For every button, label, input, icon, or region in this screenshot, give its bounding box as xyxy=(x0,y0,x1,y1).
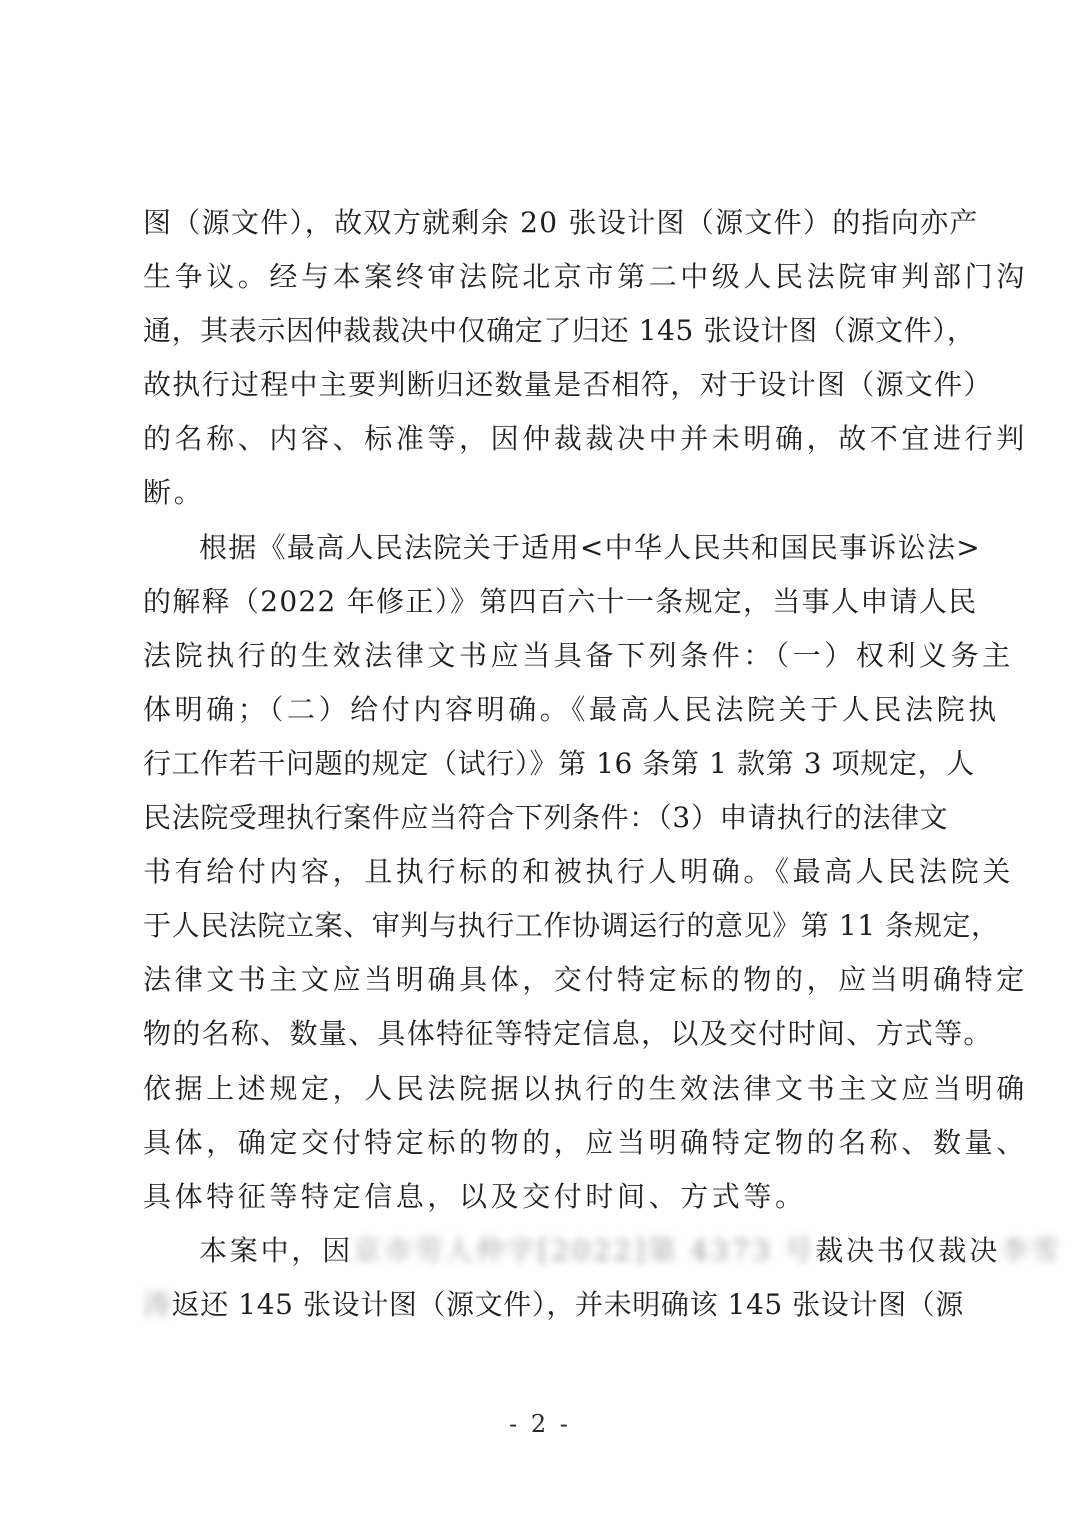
text-line: 物的名称、数量、具体特征等特定信息，以及交付时间、方式等。 xyxy=(143,1017,993,1051)
redacted-text: 京市劳人仲字[2022]第 4373 号 xyxy=(353,1233,816,1267)
text-line: 体明确；（二）给付内容明确。《最高人民法院关于人民法院执 xyxy=(143,692,1000,726)
text-fragment: 裁决书仅裁决 xyxy=(815,1233,1000,1267)
text-line: 断。 xyxy=(143,476,205,510)
text-line-with-redaction xyxy=(143,1278,964,1332)
redacted-text: 涛 xyxy=(143,1287,172,1321)
text-line-with-redaction xyxy=(143,1224,1062,1278)
page-number: - 2 - xyxy=(509,1410,571,1438)
text-fragment: 本案中，因 xyxy=(199,1233,354,1267)
document-body xyxy=(143,196,1062,1332)
redacted-text: 李雪 xyxy=(1000,1233,1062,1267)
text-line: 具体特征等特定信息，以及交付时间、方式等。 xyxy=(143,1179,807,1213)
text-fragment: 返还 145 张设计图（源文件），并未明确该 145 张设计图（源 xyxy=(171,1287,964,1321)
text-line: 通，其表示因仲裁裁决中仅确定了归还 145 张设计图（源文件）， xyxy=(143,314,976,348)
text-line: 民法院受理执行案件应当符合下列条件：（3）申请执行的法律文 xyxy=(143,801,949,835)
text-line: 根据《最高人民法院关于适用<中华人民共和国民事诉讼法> xyxy=(199,530,982,564)
text-line: 具体，确定交付特定标的物的，应当明确特定物的名称、数量、 xyxy=(143,1125,1028,1159)
text-line: 故执行过程中主要判断归还数量是否相符，对于设计图（源文件） xyxy=(143,368,993,402)
text-line: 的名称、内容、标准等，因仲裁裁决中并未明确，故不宜进行判 xyxy=(143,422,1028,456)
text-line: 的解释（2022 年修正）》第四百六十一条规定，当事人申请人民 xyxy=(143,584,978,618)
text-line: 于人民法院立案、审判与执行工作协调运行的意见》第 11 条规定， xyxy=(143,909,1000,943)
text-line: 法律文书主文应当明确具体，交付特定标的物的，应当明确特定 xyxy=(143,963,1028,997)
text-line: 书有给付内容，且执行标的和被执行人明确。《最高人民法院关 xyxy=(143,855,1014,889)
text-line: 图（源文件），故双方就剩余 20 张设计图（源文件）的指向亦产 xyxy=(143,206,979,239)
text-line: 依据上述规定，人民法院据以执行的生效法律文书主文应当明确 xyxy=(143,1071,1028,1105)
text-line: 法院执行的生效法律文书应当具备下列条件：（一）权利义务主 xyxy=(143,638,1014,672)
text-line: 行工作若干问题的规定（试行）》第 16 条第 1 款第 3 项规定，人 xyxy=(143,746,975,780)
text-line: 生争议。经与本案终审法院北京市第二中级人民法院审判部门沟 xyxy=(143,260,1028,294)
